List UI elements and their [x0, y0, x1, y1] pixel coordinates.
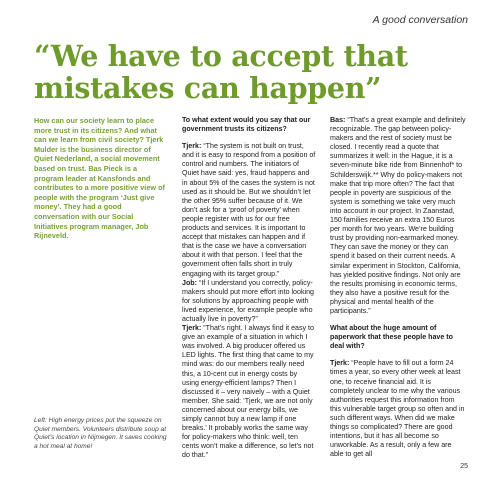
paragraph-job — [182, 279, 316, 324]
question-1: To what extent would you say that our government trusts its citizens? — [182, 116, 311, 134]
speaker-tjerk: Tjerk: — [182, 142, 202, 151]
photo-caption: Left: High energy prices put the squeeze on Quiet members. Volunteers distribute soup at Quiet’s location in Nijmegen. It saves cooking a hot meal at home! — [34, 417, 167, 450]
speaker-bas: Bas: — [330, 116, 346, 124]
article-column-3 — [330, 116, 466, 459]
question-2: What about the huge amount of paperwork that these people have to deal with? — [330, 324, 453, 351]
paragraph-tjerk-1 — [182, 142, 316, 278]
paragraph-bas — [330, 116, 466, 316]
article-column-2 — [182, 116, 316, 460]
intro-text: How can our society learn to place more trust in its citizens? And what can we learn from civil society? Tjerk Mulder is the business director of Quiet Nederland, a social movement based on trust. Bas Pieck is a program leader at Kansfonds and contributes to a more positive view of people with the program ‘Just give money’. They had a good conversation with our Social Initiatives program manager, Job Rijneveld. — [34, 116, 165, 241]
speaker-tjerk: Tjerk: — [182, 324, 202, 333]
answer-text: “If I understand you correctly, policy-makers should put more effort into looking for solutions by approaching people with lived experience, for example people who actually live in poverty?” — [182, 278, 314, 323]
speaker-tjerk: Tjerk: — [330, 359, 350, 368]
answer-text: “People have to fill out a form 24 times a year, so every other week at least one, to receive financial aid. It is completely unclear to me why the various authorities request this information from this vulnerable target group so often and in such different ways. When did we make things so complicated? There are good intentions, but it has all become so unworkable. As a result, only a few are able to get all — [330, 359, 465, 459]
page-number: 25 — [460, 463, 468, 470]
speaker-job: Job: — [182, 278, 197, 287]
answer-text: “The system is not built on trust, and it is easy to respond from a position of control and numbers. The initiators of Quiet have said: yes, fraud happens and in about 5% of the cases the system is not used as it should be. But we shouldn’t let the other 95% suffer because of it. We don’t ask for a ‘proof of poverty’ when people register with us for our free products and services. It is important to accept that mistakes can happen and if that is the case we have a conversation about it with that person. I feel that the government often falls short in truly engaging with its target group.” — [182, 142, 316, 278]
headline: “We have to accept that mistakes can happen” — [34, 39, 408, 105]
paragraph-tjerk-3 — [330, 359, 466, 459]
paragraph-tjerk-2 — [182, 324, 316, 460]
answer-text: “That’s right. I always find it easy to give an example of a situation in which I was involved. A big producer offered us LED lights. The first thing that came to my mind was: do our members really need this, a 10-cent cut in energy costs by using energy-efficient lamps? Then I discussed it – very naively – with a Quiet member. She said: ‘Tjerk, we are not only concerned about our energy bills, we simply cannot buy a new lamp if one breaks.’ It probably works the same way for policy-makers who think: well, ten cents won’t make a difference, so let’s not do that.” — [182, 324, 314, 460]
section-label: A good conversation — [372, 14, 468, 26]
answer-text: “That’s a great example and definitely recognizable. The gap between policy-makers and the rest of society must be closed. I recently read a quote that summarizes it well: in the Hague, it is a seven-minute bike ride from Binnenhof* to Schilderswijk.** Why do policy-makers not make that trip more often? The fact that people in poverty are suspicious of the system is something we take very much into account in our project. In Zaanstad, 150 families receive an extra 150 Euros per month for two years. We’re building trust by providing non-earmarked money. They can save the money or they can spend it based on their current needs. A similar experiment in Stockton, California, has yielded positive findings. Not only are the results promising in economic terms, they also have a positive result for the physical and mental health of the participants.” — [330, 116, 466, 315]
